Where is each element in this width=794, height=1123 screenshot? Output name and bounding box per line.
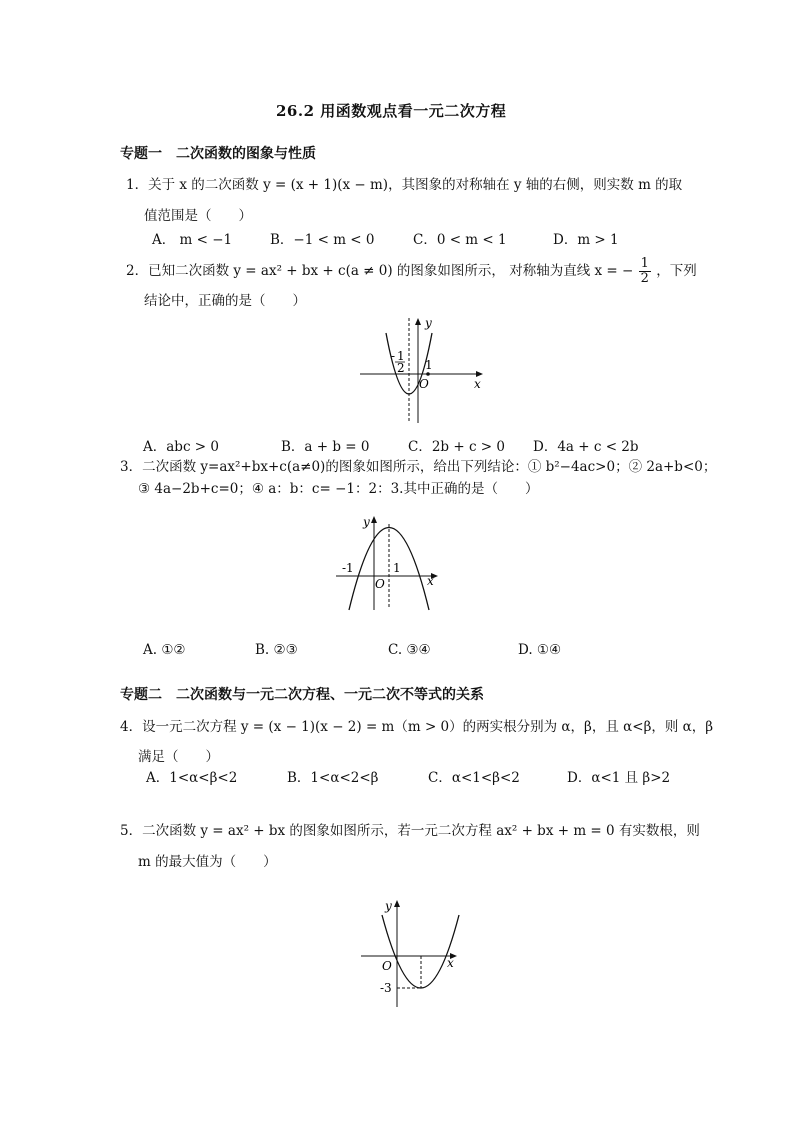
question-3-stem: 3．二次函数 y=ax²+bx+c(a≠0)的图象如图所示，给出下列结论：① b²−4ac>0；② 2a+b<0；	[120, 459, 717, 475]
q3-x-label: x	[427, 574, 434, 588]
question-3-figure	[330, 510, 450, 615]
question-2-stem	[126, 257, 697, 286]
question-2-option-a: A．abc > 0	[143, 439, 219, 455]
question-3-stem-cont: ③ 4a−2b+c=0；④ a：b：c= −1：2：3.其中正确的是（ ）	[138, 481, 539, 497]
section-heading-1: 专题一 二次函数的图象与性质	[120, 146, 316, 162]
question-2-option-b: B．a + b = 0	[281, 439, 370, 455]
question-1-stem: 1．关于 x 的二次函数 y = (x + 1)(x − m)，其图象的对称轴在 y 轴的右侧，则实数 m 的取	[126, 177, 683, 193]
question-5-stem-cont: m 的最大值为（ ）	[138, 854, 277, 870]
question-4-option-b: B．1<α<2<β	[287, 770, 379, 786]
page-title: 26.2 用函数观点看一元二次方程	[276, 102, 507, 120]
question-2-fraction-num: 1	[640, 256, 649, 271]
question-4-stem: 4．设一元二次方程 y = (x − 1)(x − 2) = m（m > 0）的两实根分别为 α，β，且 α<β，则 α，β	[120, 719, 714, 735]
q2-origin-label: O	[419, 377, 429, 391]
question-4-option-a: A．1<α<β<2	[146, 770, 238, 786]
question-3-option-d: D. ①④	[518, 642, 562, 658]
question-1-option-b: B．−1 < m < 0	[270, 232, 375, 248]
q2-y-axis-arrow	[415, 318, 421, 325]
question-2-fraction-den: 2	[640, 271, 649, 286]
q2-one-label: 1	[425, 358, 433, 372]
q2-half-num: 1	[397, 349, 405, 363]
q5-y-axis-arrow	[394, 900, 400, 907]
q5-x-label: x	[447, 956, 454, 970]
question-2-option-d: D．4a + c < 2b	[533, 439, 639, 455]
q3-y-label: y	[363, 515, 370, 529]
q5-origin-label: O	[382, 959, 392, 973]
q3-origin-label: O	[375, 577, 385, 591]
q3-one-label: 1	[393, 561, 401, 575]
question-5-figure	[355, 895, 465, 1010]
q2-half-sign: -	[391, 349, 396, 363]
question-2-figure	[355, 315, 490, 425]
question-1-option-d: D．m > 1	[553, 232, 619, 248]
section-heading-2: 专题二 二次函数与一元二次方程、一元二次不等式的关系	[120, 687, 484, 703]
question-2-stem-cont: 结论中，正确的是（ ）	[144, 293, 306, 309]
question-5-stem: 5．二次函数 y = ax² + bx 的图象如图所示，若一元二次方程 ax² + bx + m = 0 有实数根，则	[120, 823, 700, 839]
question-2-option-c: C．2b + c > 0	[408, 439, 505, 455]
q2-x-label: x	[474, 377, 481, 391]
q3-neg-one-label: -1	[342, 561, 354, 575]
question-4-stem-cont: 满足（ ）	[138, 749, 219, 765]
q5-min-label: -3	[380, 981, 392, 995]
question-3-option-b: B. ②③	[255, 642, 298, 658]
question-4-option-c: C．α<1<β<2	[428, 770, 520, 786]
q2-root-point	[426, 372, 430, 376]
question-2-fraction	[639, 257, 651, 286]
question-1-option-a: A． m < −1	[152, 232, 233, 248]
question-1-stem-cont: 值范围是（ ）	[144, 208, 252, 224]
q2-half-den: 2	[397, 361, 405, 375]
question-2-stem-part2: ，下列	[656, 263, 697, 279]
question-4-option-d: D．α<1 且 β>2	[567, 770, 671, 786]
question-3-option-c: C. ③④	[388, 642, 431, 658]
q5-y-label: y	[385, 899, 392, 913]
question-1-option-c: C．0 < m < 1	[413, 232, 507, 248]
q3-y-axis-arrow	[371, 516, 377, 523]
question-3-option-a: A. ①②	[143, 642, 186, 658]
q2-y-label: y	[425, 316, 432, 330]
question-2-stem-part1: 2．已知二次函数 y = ax² + bx + c(a ≠ 0) 的图象如图所示， 对称轴为直线 x = −	[126, 263, 634, 279]
